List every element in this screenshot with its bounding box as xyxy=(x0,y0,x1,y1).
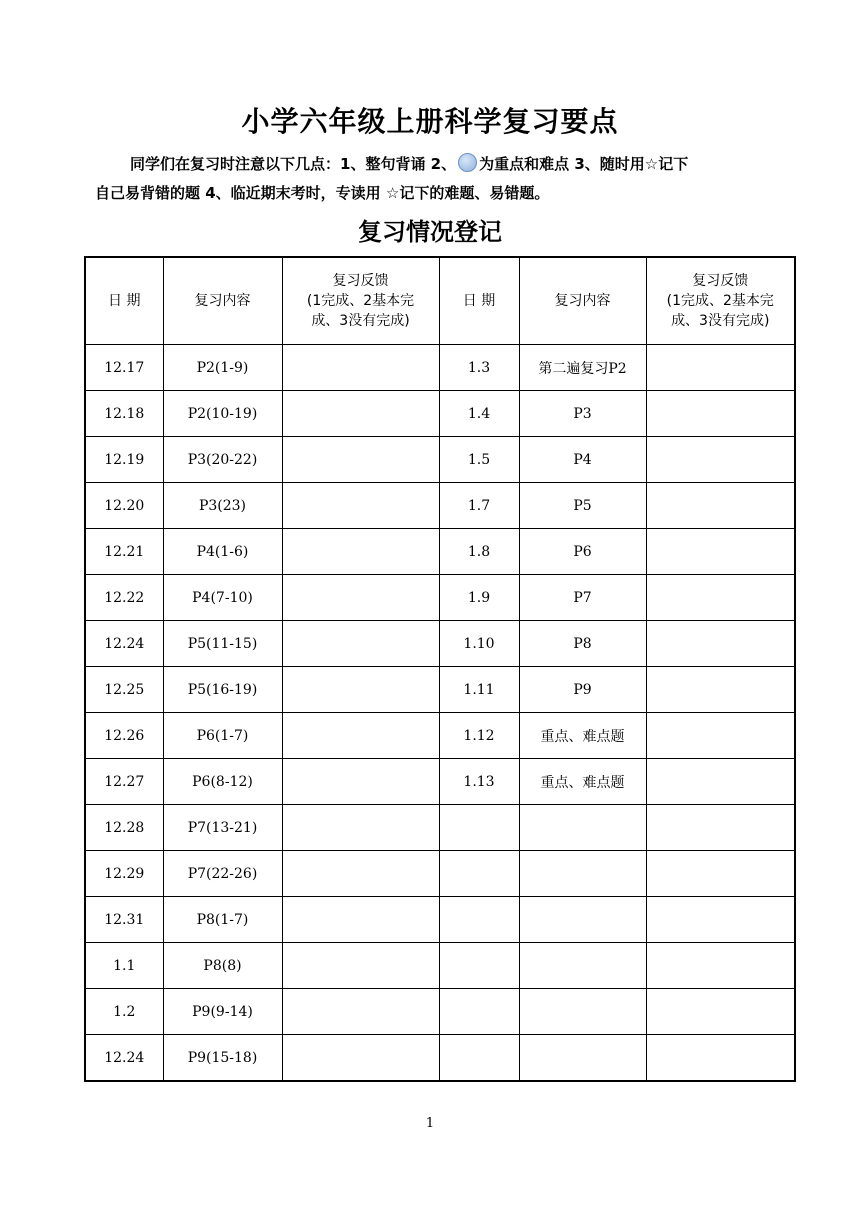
cell-content-2: P8 xyxy=(519,621,646,667)
cell-content-1: P9(15-18) xyxy=(163,1035,282,1082)
cell-date-1: 12.18 xyxy=(85,391,163,437)
header-date-2: 日 期 xyxy=(439,257,519,345)
cell-content-1: P7(22-26) xyxy=(163,851,282,897)
review-log-table xyxy=(84,256,796,1082)
cell-content-2: P3 xyxy=(519,391,646,437)
cell-feedback-1 xyxy=(282,713,439,759)
table-row xyxy=(85,483,795,529)
cell-date-2 xyxy=(439,805,519,851)
cell-feedback-2 xyxy=(646,759,795,805)
table-row xyxy=(85,805,795,851)
cell-content-1: P6(1-7) xyxy=(163,713,282,759)
cell-content-2 xyxy=(519,805,646,851)
table-row xyxy=(85,345,795,391)
intro-line-1 xyxy=(95,150,785,179)
cell-date-1: 12.27 xyxy=(85,759,163,805)
cell-date-2: 1.3 xyxy=(439,345,519,391)
cell-feedback-1 xyxy=(282,1035,439,1082)
cell-date-2: 1.12 xyxy=(439,713,519,759)
table-row xyxy=(85,1035,795,1082)
cell-content-1: P4(1-6) xyxy=(163,529,282,575)
cell-feedback-2 xyxy=(646,621,795,667)
header-feedback-1 xyxy=(282,257,439,345)
cell-feedback-1 xyxy=(282,391,439,437)
cell-content-2 xyxy=(519,943,646,989)
intro-line-1-start: 同学们在复习时注意以下几点：1、整句背诵 2、 xyxy=(130,155,457,173)
table-row xyxy=(85,943,795,989)
cell-feedback-2 xyxy=(646,989,795,1035)
header-feedback-1-title: 复习反馈 xyxy=(332,273,389,289)
cell-date-1: 12.26 xyxy=(85,713,163,759)
cell-date-2: 1.13 xyxy=(439,759,519,805)
cell-date-1: 12.17 xyxy=(85,345,163,391)
cell-content-2: 重点、难点题 xyxy=(519,713,646,759)
cell-feedback-1 xyxy=(282,943,439,989)
table-row xyxy=(85,897,795,943)
table-header-row xyxy=(85,257,795,345)
cell-feedback-1 xyxy=(282,667,439,713)
cell-date-2 xyxy=(439,851,519,897)
intro-text xyxy=(95,150,785,208)
cell-date-2: 1.8 xyxy=(439,529,519,575)
cell-feedback-2 xyxy=(646,897,795,943)
cell-feedback-2 xyxy=(646,483,795,529)
cell-date-1: 12.20 xyxy=(85,483,163,529)
cell-date-2 xyxy=(439,897,519,943)
cell-content-2: P6 xyxy=(519,529,646,575)
cell-content-2 xyxy=(519,989,646,1035)
cell-content-1: P2(1-9) xyxy=(163,345,282,391)
header-feedback-2 xyxy=(646,257,795,345)
cell-date-1: 12.25 xyxy=(85,667,163,713)
cell-content-1: P5(11-15) xyxy=(163,621,282,667)
cell-date-1: 1.2 xyxy=(85,989,163,1035)
cell-content-2: 重点、难点题 xyxy=(519,759,646,805)
cell-feedback-2 xyxy=(646,391,795,437)
cell-content-1: P5(16-19) xyxy=(163,667,282,713)
cell-content-2 xyxy=(519,897,646,943)
table-row xyxy=(85,713,795,759)
cell-date-1: 12.21 xyxy=(85,529,163,575)
table-row xyxy=(85,667,795,713)
blue-circle-icon xyxy=(458,153,477,172)
cell-date-1: 12.29 xyxy=(85,851,163,897)
cell-date-2: 1.4 xyxy=(439,391,519,437)
cell-feedback-1 xyxy=(282,621,439,667)
table-row xyxy=(85,759,795,805)
cell-feedback-1 xyxy=(282,575,439,621)
table-row xyxy=(85,437,795,483)
cell-feedback-1 xyxy=(282,759,439,805)
cell-feedback-2 xyxy=(646,529,795,575)
header-content-1: 复习内容 xyxy=(163,257,282,345)
cell-content-1: P4(7-10) xyxy=(163,575,282,621)
cell-content-2 xyxy=(519,1035,646,1082)
cell-feedback-1 xyxy=(282,483,439,529)
cell-feedback-2 xyxy=(646,667,795,713)
cell-feedback-2 xyxy=(646,345,795,391)
cell-content-1: P3(23) xyxy=(163,483,282,529)
cell-feedback-1 xyxy=(282,805,439,851)
cell-content-2 xyxy=(519,851,646,897)
cell-feedback-2 xyxy=(646,1035,795,1082)
table-row xyxy=(85,621,795,667)
cell-feedback-1 xyxy=(282,345,439,391)
cell-content-1: P2(10-19) xyxy=(163,391,282,437)
intro-line-1-end: 为重点和难点 3、随时用☆记下 xyxy=(479,155,689,173)
cell-content-1: P3(20-22) xyxy=(163,437,282,483)
cell-feedback-1 xyxy=(282,989,439,1035)
cell-date-1: 12.31 xyxy=(85,897,163,943)
cell-date-1: 12.24 xyxy=(85,621,163,667)
page-title: 小学六年级上册科学复习要点 xyxy=(241,105,619,138)
intro-line-2: 自己易背错的题 4、临近期末考时，专读用 ☆记下的难题、易错题。 xyxy=(95,184,550,202)
table-row xyxy=(85,529,795,575)
cell-feedback-1 xyxy=(282,851,439,897)
cell-date-1: 12.19 xyxy=(85,437,163,483)
cell-content-1: P9(9-14) xyxy=(163,989,282,1035)
cell-content-1: P7(13-21) xyxy=(163,805,282,851)
cell-content-2: P9 xyxy=(519,667,646,713)
page-number: 1 xyxy=(425,1116,435,1131)
cell-date-1: 12.28 xyxy=(85,805,163,851)
cell-date-2 xyxy=(439,943,519,989)
cell-content-1: P8(8) xyxy=(163,943,282,989)
header-feedback-2-note: (1完成、2基本完 成、3没有完成) xyxy=(666,293,774,329)
cell-date-1: 12.22 xyxy=(85,575,163,621)
section-title: 复习情况登记 xyxy=(358,218,502,246)
table-row xyxy=(85,989,795,1035)
cell-date-2: 1.9 xyxy=(439,575,519,621)
cell-feedback-2 xyxy=(646,805,795,851)
cell-feedback-2 xyxy=(646,437,795,483)
cell-date-2: 1.10 xyxy=(439,621,519,667)
cell-feedback-1 xyxy=(282,437,439,483)
cell-feedback-2 xyxy=(646,851,795,897)
cell-date-2: 1.5 xyxy=(439,437,519,483)
header-content-2: 复习内容 xyxy=(519,257,646,345)
cell-date-2: 1.11 xyxy=(439,667,519,713)
cell-date-2 xyxy=(439,989,519,1035)
header-feedback-1-note: (1完成、2基本完 成、3没有完成) xyxy=(306,293,415,329)
cell-content-2: P7 xyxy=(519,575,646,621)
cell-date-1: 12.24 xyxy=(85,1035,163,1082)
cell-feedback-2 xyxy=(646,943,795,989)
cell-content-2: P4 xyxy=(519,437,646,483)
table-row xyxy=(85,391,795,437)
cell-date-2 xyxy=(439,1035,519,1082)
cell-feedback-2 xyxy=(646,713,795,759)
table-row xyxy=(85,851,795,897)
cell-content-2: 第二遍复习P2 xyxy=(519,345,646,391)
table-row xyxy=(85,575,795,621)
cell-feedback-1 xyxy=(282,897,439,943)
cell-content-1: P8(1-7) xyxy=(163,897,282,943)
cell-feedback-1 xyxy=(282,529,439,575)
cell-content-2: P5 xyxy=(519,483,646,529)
cell-feedback-2 xyxy=(646,575,795,621)
cell-content-1: P6(8-12) xyxy=(163,759,282,805)
header-date-1: 日 期 xyxy=(85,257,163,345)
cell-date-1: 1.1 xyxy=(85,943,163,989)
header-feedback-2-title: 复习反馈 xyxy=(692,273,749,289)
cell-date-2: 1.7 xyxy=(439,483,519,529)
